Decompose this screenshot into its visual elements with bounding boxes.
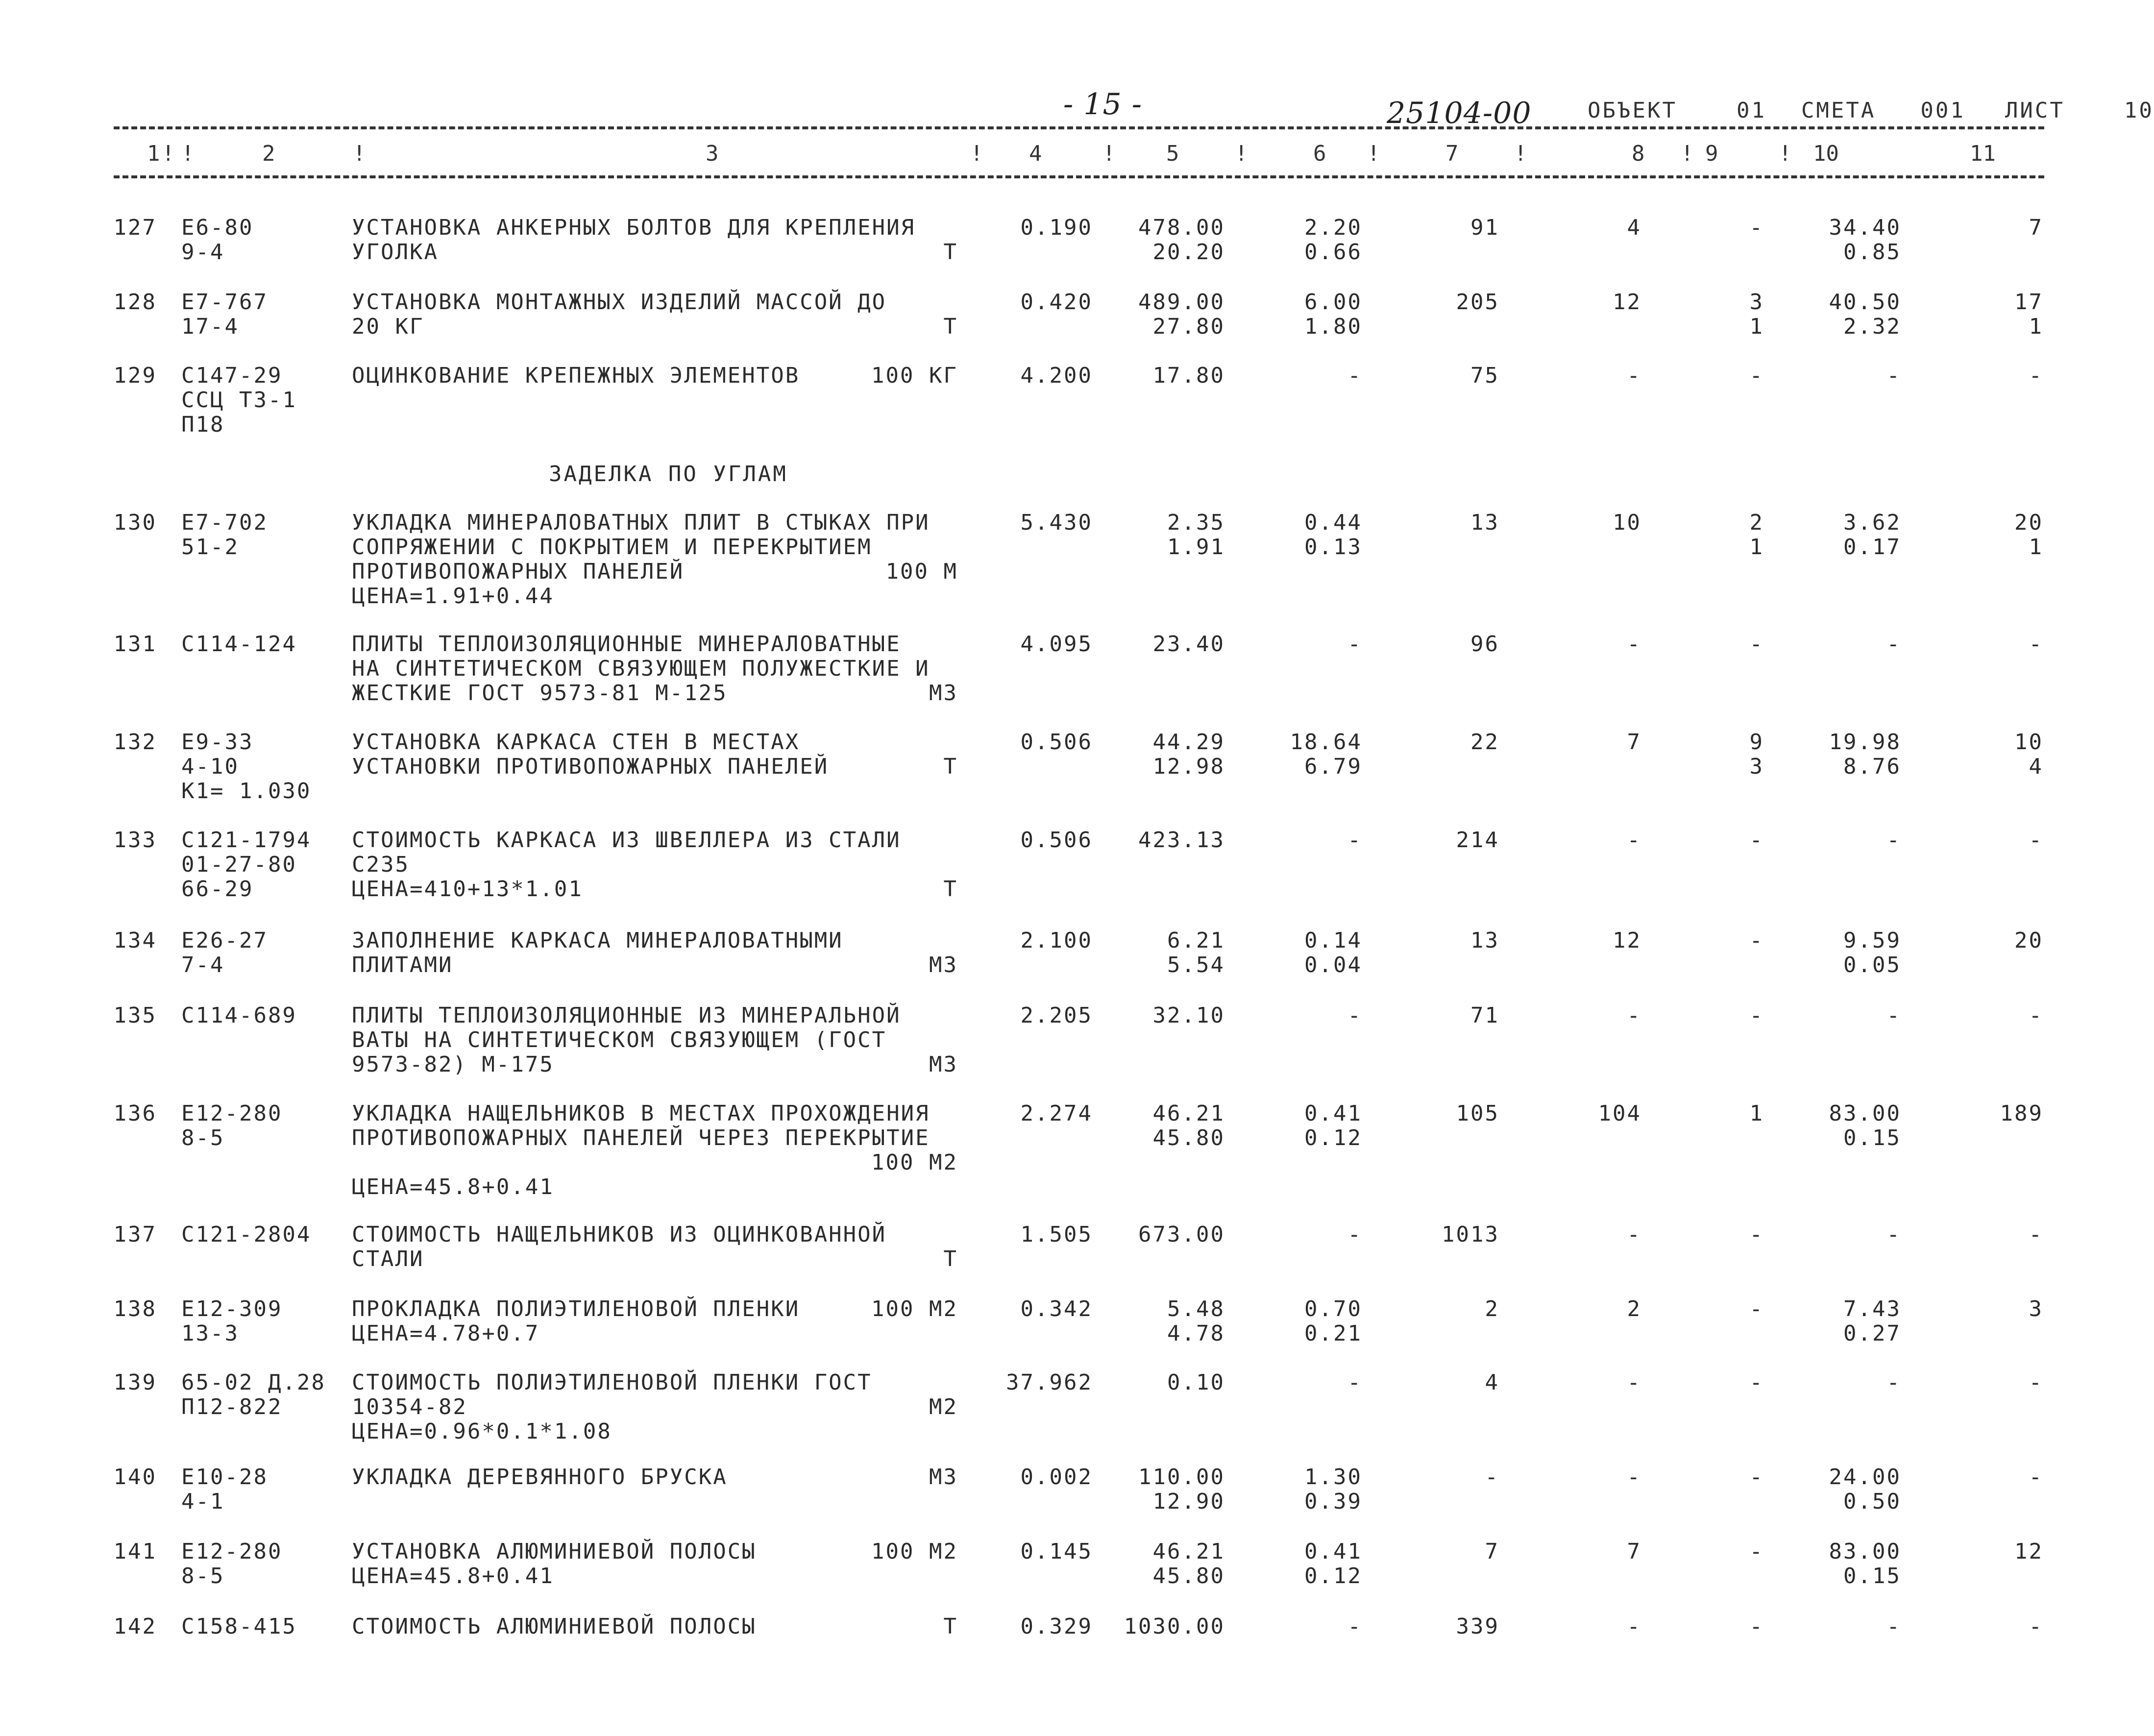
work-description: ПРОКЛАДКА ПОЛИЭТИЛЕНОВОЙ ПЛЕНКИ [352, 1296, 800, 1321]
column-header-10: 10 [1813, 141, 1839, 166]
unit-price: 23.40 [1152, 632, 1225, 657]
quantity: 0.506 [1020, 828, 1093, 853]
column-separator: ! [1235, 141, 1248, 166]
unit-price: 1.91 [1167, 535, 1225, 560]
estimate-num: 001 [1920, 98, 1965, 123]
work-description: УКЛАДКА МИНЕРАЛОВАТНЫХ ПЛИТ В СТЫКАХ ПРИ [352, 510, 930, 535]
machine-cost: - [1347, 1614, 1362, 1639]
labor-cost: - [1886, 828, 1901, 853]
machine-cost: 0.44 [1304, 510, 1362, 535]
norm-code: 4-1 [181, 1489, 225, 1514]
labor-cost: - [1886, 1003, 1901, 1028]
machine-cost: 0.14 [1304, 928, 1362, 953]
norm-code: 7-4 [181, 953, 225, 978]
total-cost: 22 [1470, 730, 1499, 755]
col-9: - [1749, 1296, 1764, 1321]
column-separator: ! [1102, 141, 1116, 166]
col-8: - [1627, 1614, 1641, 1639]
quantity: 37.962 [1006, 1370, 1093, 1395]
column-header-8: 8 [1632, 141, 1645, 166]
work-description: ВАТЫ НА СИНТЕТИЧЕСКОМ СВЯЗУЮЩЕМ (ГОСТ [352, 1027, 887, 1052]
unit-price: 1030.00 [1124, 1614, 1225, 1639]
unit-price: 423.13 [1138, 828, 1225, 853]
unit-price: 478.00 [1138, 215, 1225, 240]
quantity: 2.274 [1020, 1101, 1093, 1126]
machine-cost: 6.00 [1304, 290, 1362, 315]
quantity: 4.095 [1020, 632, 1093, 657]
quantity: 5.430 [1020, 510, 1093, 535]
total-cost: 13 [1470, 510, 1499, 535]
work-description: 9573-82) М-175 [352, 1052, 554, 1077]
labor-cost: 0.27 [1843, 1321, 1901, 1346]
col-11: - [2029, 632, 2043, 657]
norm-code: Е7-702 [181, 510, 268, 535]
work-description: ПРОТИВОПОЖАРНЫХ ПАНЕЛЕЙ ЧЕРЕЗ ПЕРЕКРЫТИЕ [352, 1125, 930, 1150]
machine-cost: 1.80 [1304, 314, 1362, 339]
col-11: 17 [2014, 290, 2043, 315]
col-11: 12 [2014, 1539, 2043, 1564]
labor-cost: 0.15 [1843, 1125, 1901, 1150]
labor-cost: - [1886, 1222, 1901, 1247]
col-11: 1 [2029, 314, 2043, 339]
col-9: - [1749, 215, 1764, 240]
unit-price: 12.98 [1152, 754, 1225, 779]
row-number: 139 [113, 1370, 157, 1395]
unit-price: 5.54 [1167, 953, 1225, 978]
col-11: - [2029, 1465, 2043, 1490]
work-description: ЦЕНА=45.8+0.41 [352, 1564, 554, 1589]
labor-cost: 9.59 [1843, 928, 1901, 953]
col-9: 3 [1749, 754, 1764, 779]
col-8: - [1627, 1465, 1641, 1490]
col-8: 10 [1613, 510, 1641, 535]
labor-cost: 7.43 [1843, 1296, 1901, 1321]
col-9: - [1749, 632, 1764, 657]
column-separator: ! [970, 141, 983, 166]
row-number: 133 [113, 828, 157, 853]
col-11: 20 [2014, 510, 2043, 535]
work-description: ЦЕНА=410+13*1.01 [352, 877, 583, 902]
col-9: - [1749, 1370, 1764, 1395]
col-8: 12 [1613, 928, 1641, 953]
quantity: 1.505 [1020, 1222, 1093, 1247]
labor-cost: 40.50 [1829, 290, 1901, 315]
col-11: - [2029, 1370, 2043, 1395]
doc-number-wrap [1387, 96, 1532, 130]
work-description: ЗАПОЛНЕНИЕ КАРКАСА МИНЕРАЛОВАТНЫМИ [352, 928, 843, 953]
col-9: - [1749, 363, 1764, 388]
labor-cost: 0.17 [1843, 535, 1901, 560]
doc-number: 25104-00 [1387, 96, 1532, 130]
col-8: - [1627, 1003, 1641, 1028]
total-cost: 2 [1485, 1296, 1499, 1321]
col-9: 1 [1749, 535, 1764, 560]
unit: Т [943, 1247, 958, 1271]
norm-code: П18 [181, 412, 225, 437]
quantity: 4.200 [1020, 363, 1093, 388]
section-title: ЗАДЕЛКА ПО УГЛАМ [549, 462, 788, 487]
col-11: 1 [2029, 535, 2043, 560]
col-9: 9 [1749, 730, 1764, 755]
col-11: 10 [2014, 730, 2043, 755]
quantity: 2.100 [1020, 928, 1093, 953]
norm-code: 65-02 Д.28 [181, 1370, 326, 1395]
col-9: - [1749, 1539, 1764, 1564]
work-description: УСТАНОВКИ ПРОТИВОПОЖАРНЫХ ПАНЕЛЕЙ [352, 754, 829, 779]
header-rule-bottom [114, 175, 2044, 178]
col-9: 1 [1749, 1101, 1764, 1126]
machine-cost: 1.30 [1304, 1465, 1362, 1490]
total-cost: 339 [1456, 1614, 1499, 1639]
col-8: 4 [1627, 215, 1641, 240]
unit-price: 44.29 [1152, 730, 1225, 755]
col-11: 189 [2000, 1101, 2043, 1126]
work-description: ПЛИТЫ ТЕПЛОИЗОЛЯЦИОННЫЕ МИНЕРАЛОВАТНЫЕ [352, 632, 901, 657]
col-9: - [1749, 828, 1764, 853]
work-description: 20 КГ [352, 314, 424, 339]
labor-cost: 19.98 [1829, 730, 1901, 755]
total-cost: 7 [1485, 1539, 1499, 1564]
unit-price: 0.10 [1167, 1370, 1225, 1395]
estimate-label: СМЕТА [1801, 98, 1876, 123]
col-8: - [1627, 1222, 1641, 1247]
work-description: СТОИМОСТЬ КАРКАСА ИЗ ШВЕЛЛЕРА ИЗ СТАЛИ [352, 828, 901, 853]
quantity: 0.342 [1020, 1296, 1093, 1321]
column-header-2: 2 [262, 141, 275, 166]
quantity: 0.420 [1020, 290, 1093, 315]
machine-cost: - [1347, 1003, 1362, 1028]
norm-code: С114-689 [181, 1003, 297, 1028]
col-11: 7 [2029, 215, 2043, 240]
row-number: 130 [113, 510, 157, 535]
row-number: 134 [113, 928, 157, 953]
norm-code: ССЦ Т3-1 [181, 388, 297, 413]
total-cost: 91 [1470, 215, 1499, 240]
col-8: - [1627, 632, 1641, 657]
col-9: 3 [1749, 290, 1764, 315]
quantity: 0.329 [1020, 1614, 1093, 1639]
sheet-label: ЛИСТ [2005, 98, 2065, 123]
labor-cost: 0.15 [1843, 1564, 1901, 1589]
machine-cost: 0.13 [1304, 535, 1362, 560]
work-description: УКЛАДКА ДЕРЕВЯННОГО БРУСКА [352, 1465, 728, 1490]
column-header-6: 6 [1313, 141, 1326, 166]
machine-cost: 6.79 [1304, 754, 1362, 779]
norm-code: С147-29 [181, 363, 283, 388]
machine-cost: 0.39 [1304, 1489, 1362, 1514]
unit: М3 [929, 1052, 958, 1077]
col-11: 20 [2014, 928, 2043, 953]
machine-cost: 0.21 [1304, 1321, 1362, 1346]
unit: Т [943, 314, 958, 339]
labor-cost: 83.00 [1829, 1539, 1901, 1564]
work-description: УСТАНОВКА МОНТАЖНЫХ ИЗДЕЛИЙ МАССОЙ ДО [352, 290, 887, 315]
labor-cost: - [1886, 632, 1901, 657]
row-number: 137 [113, 1222, 157, 1247]
column-header-1: 1 [147, 141, 160, 166]
total-cost: 75 [1470, 363, 1499, 388]
col-11: - [2029, 1614, 2043, 1639]
work-description: ЖЕСТКИЕ ГОСТ 9573-81 М-125 [352, 681, 728, 706]
sheet-num: 10 [2124, 98, 2154, 123]
work-description: ЦЕНА=1.91+0.44 [352, 584, 554, 609]
unit-price: 110.00 [1138, 1465, 1225, 1490]
work-description: ПЛИТЫ ТЕПЛОИЗОЛЯЦИОННЫЕ ИЗ МИНЕРАЛЬНОЙ [352, 1003, 901, 1028]
machine-cost: - [1347, 1370, 1362, 1395]
col-11: 3 [2029, 1296, 2043, 1321]
unit: 100 М2 [871, 1150, 958, 1175]
norm-code: Е26-27 [181, 928, 268, 953]
row-number: 141 [113, 1539, 157, 1564]
header-line [1063, 87, 1142, 122]
unit: 100 М [885, 559, 958, 584]
unit-price: 46.21 [1152, 1101, 1225, 1126]
unit: Т [943, 240, 958, 265]
unit-price: 45.80 [1152, 1125, 1225, 1150]
col-8: 104 [1598, 1101, 1641, 1126]
norm-code: С114-124 [181, 632, 297, 657]
work-description: ЦЕНА=0.96*0.1*1.08 [352, 1419, 612, 1444]
total-cost: 13 [1470, 928, 1499, 953]
row-number: 140 [113, 1465, 157, 1490]
total-cost: - [1485, 1465, 1499, 1490]
object-label: ОБЪЕКТ [1588, 98, 1677, 123]
unit-price: 20.20 [1152, 240, 1225, 265]
header-meta [1588, 98, 2154, 123]
row-number: 127 [113, 215, 157, 240]
total-cost: 71 [1470, 1003, 1499, 1028]
unit-price: 45.80 [1152, 1564, 1225, 1589]
labor-cost: - [1886, 1370, 1901, 1395]
col-8: 7 [1627, 730, 1641, 755]
unit: Т [943, 754, 958, 779]
norm-code: 51-2 [181, 535, 239, 560]
machine-cost: 0.70 [1304, 1296, 1362, 1321]
norm-code: 13-3 [181, 1321, 239, 1346]
norm-code: 66-29 [181, 877, 254, 902]
col-8: 2 [1627, 1296, 1641, 1321]
machine-cost: - [1347, 632, 1362, 657]
object-num: 01 [1736, 98, 1766, 123]
quantity: 2.205 [1020, 1003, 1093, 1028]
norm-code: Е12-280 [181, 1101, 283, 1126]
col-11: - [2029, 828, 2043, 853]
machine-cost: 0.12 [1304, 1125, 1362, 1150]
quantity: 0.506 [1020, 730, 1093, 755]
norm-code: 4-10 [181, 754, 239, 779]
quantity: 0.190 [1020, 215, 1093, 240]
unit-price: 673.00 [1138, 1222, 1225, 1247]
col-9: 1 [1749, 314, 1764, 339]
column-header-7: 7 [1445, 141, 1459, 166]
row-number: 142 [113, 1614, 157, 1639]
work-description: УКЛАДКА НАЩЕЛЬНИКОВ В МЕСТАХ ПРОХОЖДЕНИЯ [352, 1101, 930, 1126]
machine-cost: - [1347, 1222, 1362, 1247]
page-mark: - 15 - [1063, 87, 1143, 122]
row-number: 128 [113, 290, 157, 315]
col-9: - [1749, 1465, 1764, 1490]
labor-cost: - [1886, 363, 1901, 388]
col-9: - [1749, 928, 1764, 953]
column-separator: ! [353, 141, 366, 166]
unit-price: 17.80 [1152, 363, 1225, 388]
column-header-9: 9 [1705, 141, 1718, 166]
unit-price: 489.00 [1138, 290, 1225, 315]
quantity: 0.002 [1020, 1465, 1093, 1490]
column-separator: ! [162, 141, 175, 166]
work-description: ПЛИТАМИ [352, 953, 453, 978]
machine-cost: 0.41 [1304, 1539, 1362, 1564]
column-separator: ! [1367, 141, 1380, 166]
norm-code: П12-822 [181, 1394, 283, 1419]
machine-cost: 0.12 [1304, 1564, 1362, 1589]
norm-code: Е12-280 [181, 1539, 283, 1564]
col-11: 4 [2029, 754, 2043, 779]
norm-code: К1= 1.030 [181, 779, 312, 804]
column-header-11: 11 [1970, 141, 1996, 166]
work-description: СТАЛИ [352, 1247, 424, 1271]
col-8: - [1627, 1370, 1641, 1395]
machine-cost: 18.64 [1290, 730, 1362, 755]
machine-cost: 2.20 [1304, 215, 1362, 240]
work-description: ПРОТИВОПОЖАРНЫХ ПАНЕЛЕЙ [352, 559, 685, 584]
machine-cost: 0.04 [1304, 953, 1362, 978]
work-description: 10354-82 [352, 1394, 467, 1419]
total-cost: 96 [1470, 632, 1499, 657]
col-11: - [2029, 363, 2043, 388]
unit: М2 [929, 1394, 958, 1419]
machine-cost: 0.41 [1304, 1101, 1362, 1126]
norm-code: С158-415 [181, 1614, 297, 1639]
labor-cost: - [1886, 1614, 1901, 1639]
col-9: - [1749, 1222, 1764, 1247]
unit-price: 6.21 [1167, 928, 1225, 953]
labor-cost: 8.76 [1843, 754, 1901, 779]
norm-code: Е12-309 [181, 1296, 283, 1321]
norm-code: Е6-80 [181, 215, 254, 240]
row-number: 135 [113, 1003, 157, 1028]
unit: Т [943, 1614, 958, 1639]
row-number: 132 [113, 730, 157, 755]
work-description: ЦЕНА=45.8+0.41 [352, 1174, 554, 1199]
work-description: НА СИНТЕТИЧЕСКОМ СВЯЗУЮЩЕМ ПОЛУЖЕСТКИЕ И [352, 656, 930, 681]
total-cost: 205 [1456, 290, 1499, 315]
machine-cost: 0.66 [1304, 240, 1362, 265]
column-separator: ! [181, 141, 195, 166]
labor-cost: 3.62 [1843, 510, 1901, 535]
work-description: СТОИМОСТЬ НАЩЕЛЬНИКОВ ИЗ ОЦИНКОВАННОЙ [352, 1222, 887, 1247]
col-8: - [1627, 363, 1641, 388]
unit-price: 12.90 [1152, 1489, 1225, 1514]
norm-code: 8-5 [181, 1125, 225, 1150]
total-cost: 105 [1456, 1101, 1499, 1126]
norm-code: С121-1794 [181, 828, 312, 853]
work-description: С235 [352, 852, 410, 877]
unit: М3 [929, 953, 958, 978]
column-header-4: 4 [1029, 141, 1042, 166]
row-number: 129 [113, 363, 157, 388]
column-header-3: 3 [706, 141, 719, 166]
total-cost: 4 [1485, 1370, 1499, 1395]
unit-price: 46.21 [1152, 1539, 1225, 1564]
unit-price: 32.10 [1152, 1003, 1225, 1028]
work-description: ЦЕНА=4.78+0.7 [352, 1321, 540, 1346]
col-9: - [1749, 1003, 1764, 1028]
total-cost: 214 [1456, 828, 1499, 853]
col-8: 7 [1627, 1539, 1641, 1564]
header-rule-top [114, 126, 2044, 129]
column-header-5: 5 [1166, 141, 1179, 166]
machine-cost: - [1347, 363, 1362, 388]
norm-code: Е7-767 [181, 290, 268, 315]
unit-price: 2.35 [1167, 510, 1225, 535]
unit: М3 [929, 681, 958, 706]
quantity: 0.145 [1020, 1539, 1093, 1564]
unit-price: 4.78 [1167, 1321, 1225, 1346]
unit: М3 [929, 1465, 958, 1490]
labor-cost: 0.85 [1843, 240, 1901, 265]
machine-cost: - [1347, 828, 1362, 853]
col-8: 12 [1613, 290, 1641, 315]
norm-code: 17-4 [181, 314, 239, 339]
work-description: УГОЛКА [352, 240, 439, 265]
work-description: УСТАНОВКА АНКЕРНЫХ БОЛТОВ ДЛЯ КРЕПЛЕНИЯ [352, 215, 916, 240]
col-9: 2 [1749, 510, 1764, 535]
unit: 100 М2 [871, 1539, 958, 1564]
labor-cost: 0.05 [1843, 953, 1901, 978]
labor-cost: 83.00 [1829, 1101, 1901, 1126]
labor-cost: 34.40 [1829, 215, 1901, 240]
unit: 100 М2 [871, 1296, 958, 1321]
unit-price: 5.48 [1167, 1296, 1225, 1321]
norm-code: 9-4 [181, 240, 225, 265]
labor-cost: 0.50 [1843, 1489, 1901, 1514]
unit-price: 27.80 [1152, 314, 1225, 339]
total-cost: 1013 [1442, 1222, 1499, 1247]
norm-code: С121-2804 [181, 1222, 312, 1247]
unit: Т [943, 877, 958, 902]
norm-code: 01-27-80 [181, 852, 297, 877]
row-number: 138 [113, 1296, 157, 1321]
work-description: СТОИМОСТЬ АЛЮМИНИЕВОЙ ПОЛОСЫ [352, 1614, 757, 1639]
row-number: 131 [113, 632, 157, 657]
column-separator: ! [1514, 141, 1527, 166]
norm-code: Е10-28 [181, 1465, 268, 1490]
column-separator: ! [1779, 141, 1792, 166]
norm-code: Е9-33 [181, 730, 254, 755]
work-description: УСТАНОВКА КАРКАСА СТЕН В МЕСТАХ [352, 730, 800, 755]
col-8: - [1627, 828, 1641, 853]
col-11: - [2029, 1003, 2043, 1028]
row-number: 136 [113, 1101, 157, 1126]
work-description: ОЦИНКОВАНИЕ КРЕПЕЖНЫХ ЭЛЕМЕНТОВ [352, 363, 800, 388]
labor-cost: 2.32 [1843, 314, 1901, 339]
work-description: СОПРЯЖЕНИИ С ПОКРЫТИЕМ И ПЕРЕКРЫТИЕМ [352, 535, 872, 560]
labor-cost: 24.00 [1829, 1465, 1901, 1490]
work-description: УСТАНОВКА АЛЮМИНИЕВОЙ ПОЛОСЫ [352, 1539, 757, 1564]
col-11: - [2029, 1222, 2043, 1247]
col-9: - [1749, 1614, 1764, 1639]
norm-code: 8-5 [181, 1564, 225, 1589]
column-separator: ! [1681, 141, 1694, 166]
unit: 100 КГ [871, 363, 958, 388]
work-description: СТОИМОСТЬ ПОЛИЭТИЛЕНОВОЙ ПЛЕНКИ ГОСТ [352, 1370, 872, 1395]
